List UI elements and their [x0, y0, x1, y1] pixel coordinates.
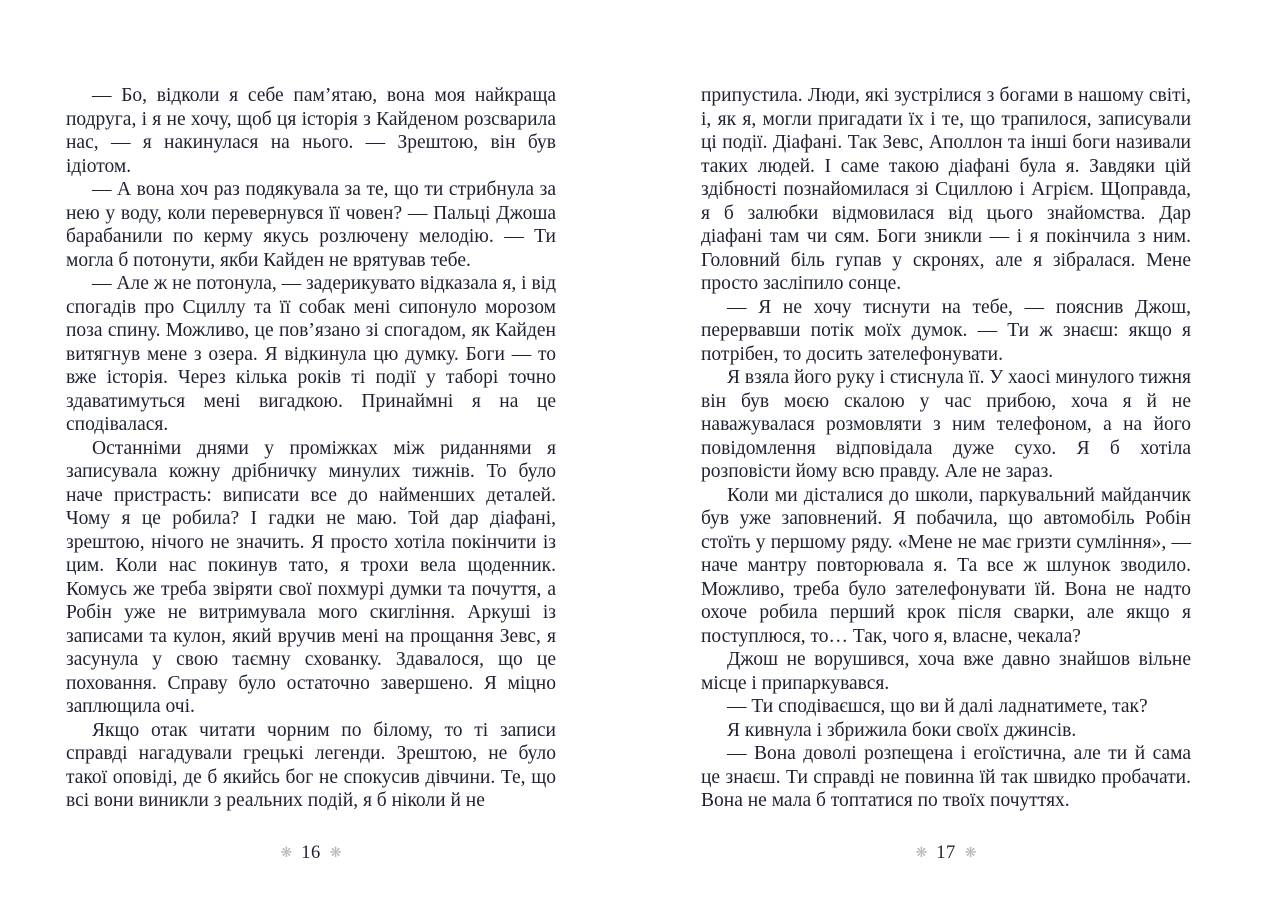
paragraph: припустила. Люди, які зустрілися з богами в нашому світі, і, як я, могли пригадати їх і те, що трапилося, записували ці події. Діафані. Так Зевс, Аполлон та інші боги називали таких людей. І саме такою діафані була я. Завдяки цій здібності познайомилася зі Сциллою і Агрієм. Щоправда, я б залюбки відмовилася від цього знайомства. Дар діафані там чи сям. Боги зникли — і я покінчила з ним. Головний біль гупав у скронях, але я зібралася. Мене просто засліпило сонце.: [701, 85, 1191, 294]
paragraph: Якщо отак читати чорним по білому, то ті записи справді нагадували грецькі легенди. Зрештою, не було такої оповіді, де б якийсь бог не спокусив дівчини. Те, що всі вони виникли з реальних подій, я б ніколи й не: [66, 719, 556, 811]
fleuron-icon: ❋: [964, 845, 977, 861]
fleuron-icon: ❋: [329, 845, 342, 861]
page-right-footer: [701, 843, 1191, 864]
page-number-left: 16: [301, 843, 321, 863]
paragraph: — Вона доволі розпещена і егоїстична, але ти й сама це знаєш. Ти справді не повинна їй так швидко пробачати. Вона не мала б топтатися по твоїх почуттях.: [701, 743, 1191, 811]
paragraph: Джош не ворушився, хоча вже давно знайшов вільне місце і припаркувався.: [701, 649, 1191, 694]
paragraph: — Ти сподіваєшся, що ви й далі ладнатимете, так?: [727, 696, 1148, 717]
page-right-text: [701, 84, 1191, 813]
paragraph: Я взяла його руку і стиснула її. У хаосі минулого тижня він був моєю скалою у час прибою, хоча я й не наважувалася розмовляти з ним телефоном, а на його повідомлення відповідала дуже сухо. Я б хотіла розповісти йому всю правду. Але не зараз.: [701, 367, 1191, 482]
page-number-right: 17: [936, 843, 956, 863]
paragraph: — А вона хоч раз подякувала за те, що ти стрибнула за нею у воду, коли перевернувся її човен? — Пальці Джоша барабанили по керму якусь розлючену мелодію. — Ти могла б потонути, якби Кайден не врятував тебе.: [66, 179, 556, 271]
paragraph: — Я не хочу тиснути на тебе, — пояснив Джош, перервавши потік моїх думок. — Ти ж знаєш: якщо я потрібен, то досить зателефонувати.: [701, 296, 1191, 365]
page-left-text: [66, 84, 556, 813]
paragraph: Я кивнула і збрижила боки своїх джинсів.: [727, 719, 1077, 741]
fleuron-icon: ❋: [280, 845, 293, 861]
paragraph: Коли ми дісталися до школи, паркувальний майданчик був уже заповнений. Я побачила, що автомобіль Робін стоїть у першому ряду. «Мене не має гризти сумління», — наче мантру повторювала я. Та все ж шлунок зводило. Можливо, треба було зателефонувати їй. Вона не надто охоче робила перший крок після сварки, але якщо я поступлюся, то… Так, чого я, власне, чекала?: [701, 484, 1191, 647]
page-left-footer: [66, 843, 556, 864]
paragraph: Останніми днями у проміжках між риданнями я записувала кожну дрібничку минулих тижнів. То було наче пристрасть: виписати все до найменших деталей. Чому я це робила? І гадки не маю. Той дар діафані, зрештою, нічого не значить. Я просто хотіла покінчити із цим. Коли нас покинув тато, я трохи вела щоденник. Комусь же треба звіряти свої похмурі думки та почуття, а Робін уже не витримувала мого скигління. Аркуші із записами та кулон, який вручив мені на прощання Зевс, я засунула у свою таємну схованку. Здавалося, що це поховання. Справу було остаточно завершено. Я міцно заплющила очі.: [66, 437, 556, 717]
paragraph: — Але ж не потонула, — задерикувато відказала я, і від спогадів про Сциллу та її собак мені сипонуло морозом поза спину. Можливо, це пов’язано зі спогадом, як Кайден витягнув мене з озера. Я відкинула цю думку. Боги — то вже історія. Через кілька років ті події у таборі точно здаватимуться мені вигадкою. Принаймні я на це сподівалася.: [66, 273, 556, 435]
fleuron-icon: ❋: [915, 845, 928, 861]
paragraph: — Бо, відколи я себе пам’ятаю, вона моя найкраща подруга, і я не хочу, щоб ця історія з Кайденом розсварила нас, — я накинулася на нього. — Зрештою, він був ідіотом.: [66, 85, 556, 177]
